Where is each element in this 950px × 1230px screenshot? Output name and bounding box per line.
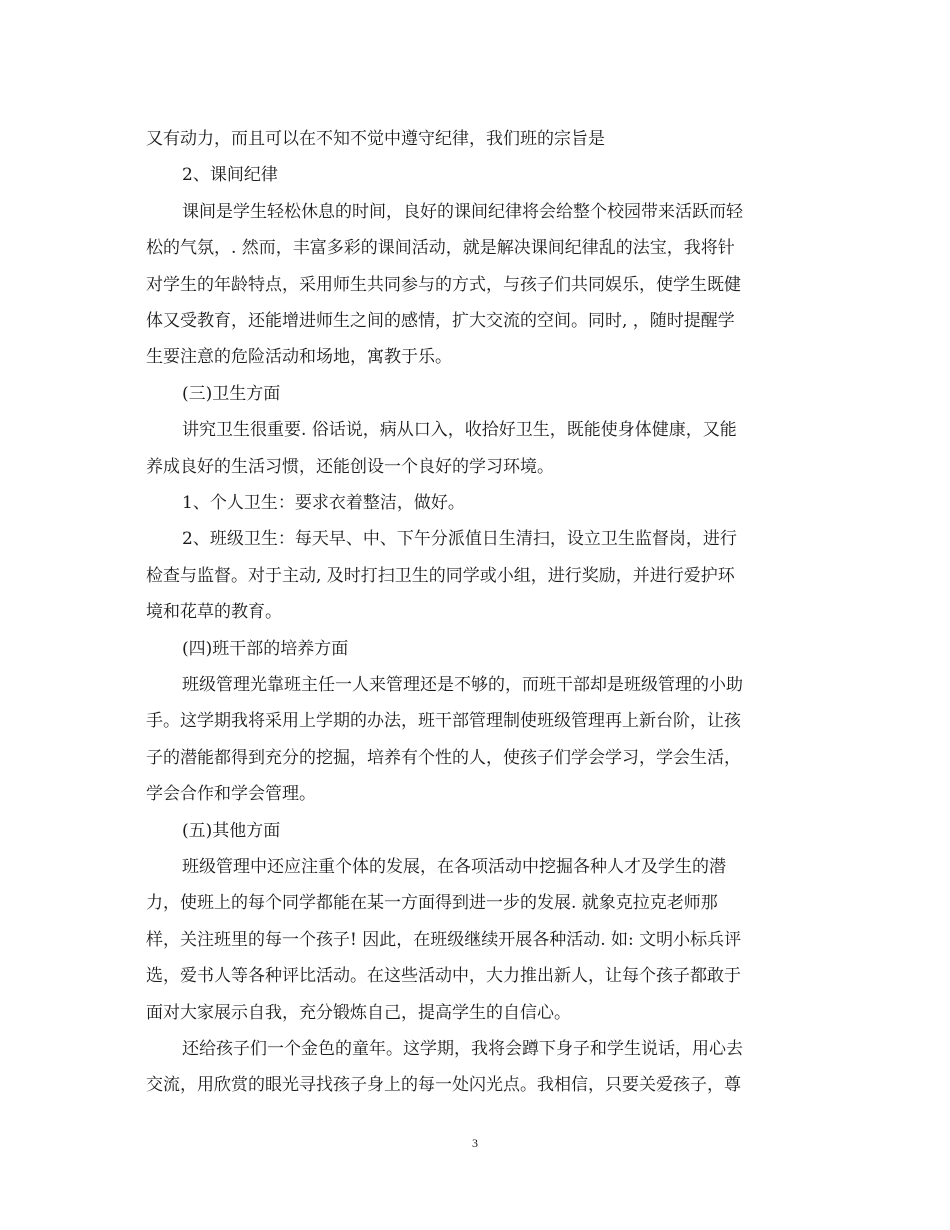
text-line: 样，关注班里的每一个孩子! 因此，在班级继续开展各种活动. 如: 文明小标兵评 bbox=[146, 929, 742, 950]
text-line: 体又受教育，还能增进师生之间的感情，扩大交流的空间。同时, ，随时提醒学 bbox=[146, 311, 735, 331]
text-line: 选，爱书人等各种评比活动。在这些活动中，大力推出新人，让每个孩子都敢于 bbox=[146, 966, 741, 987]
section-heading: (三)卫生方面 bbox=[182, 383, 281, 404]
text-line: 还给孩子们一个金色的童年。这学期，我将会蹲下身子和学生说话，用心去 bbox=[182, 1039, 743, 1059]
text-line: 力，使班上的每个同学都能在某一方面得到进一步的发展. 就象克拉克老师那 bbox=[146, 893, 718, 914]
text-line: 手。这学期我将采用上学期的办法，班干部管理制使班级管理再上新台阶，让孩 bbox=[146, 711, 741, 732]
text-line: 子的潜能都得到充分的挖掘，培养有个性的人，使孩子们学会学习，学会生活， bbox=[146, 747, 741, 768]
text-line: 班级管理中还应注重个体的发展，在各项活动中挖掘各种人才及学生的潜 bbox=[182, 857, 726, 877]
page-number: 3 bbox=[472, 1136, 478, 1150]
text-line: 2、班级卫生：每天早、中、下午分派值日生清扫，设立卫生监督岗，进行 bbox=[182, 529, 737, 550]
text-line: 1、个人卫生：要求衣着整洁，做好。 bbox=[182, 493, 465, 513]
section-heading: 2、课间纪律 bbox=[182, 165, 278, 186]
text-line: 生要注意的危险活动和场地，寓教于乐。 bbox=[146, 347, 452, 368]
text-line: 检查与监督。对于主动, 及时打扫卫生的同学或小组，进行奖励，并进行爱护环 bbox=[146, 565, 735, 586]
text-line: 交流，用欣赏的眼光寻找孩子身上的每一处闪光点。我相信，只要关爱孩子，尊 bbox=[146, 1075, 741, 1096]
text-line: 境和花草的教育。 bbox=[146, 602, 282, 623]
text-line: 养成良好的生活习惯，还能创设一个良好的学习环境。 bbox=[146, 456, 554, 477]
text-line: 松的气氛，. 然而，丰富多彩的课间活动，就是解决课间纪律乱的法宝，我将针 bbox=[146, 238, 735, 259]
text-line: 课间是学生轻松休息的时间，良好的课间纪律将会给整个校园带来活跃而轻 bbox=[182, 201, 743, 222]
text-line: 又有动力，而且可以在不知不觉中遵守纪律，我们班的宗旨是 bbox=[146, 129, 605, 149]
text-line: 班级管理光靠班主任一人来管理还是不够的，而班干部却是班级管理的小助 bbox=[182, 675, 743, 695]
text-line: 讲究卫生很重要. 俗话说，病从口入，收拾好卫生，既能使身体健康，又能 bbox=[182, 420, 737, 441]
section-heading: (五)其他方面 bbox=[182, 820, 281, 841]
text-line: 对学生的年龄特点，采用师生共同参与的方式，与孩子们共同娱乐，使学生既健 bbox=[146, 274, 741, 295]
text-line: 面对大家展示自我，充分锻炼自己，提高学生的自信心。 bbox=[146, 1002, 571, 1023]
text-line: 学会合作和学会管理。 bbox=[146, 784, 316, 805]
section-heading: (四)班干部的培养方面 bbox=[182, 638, 349, 659]
